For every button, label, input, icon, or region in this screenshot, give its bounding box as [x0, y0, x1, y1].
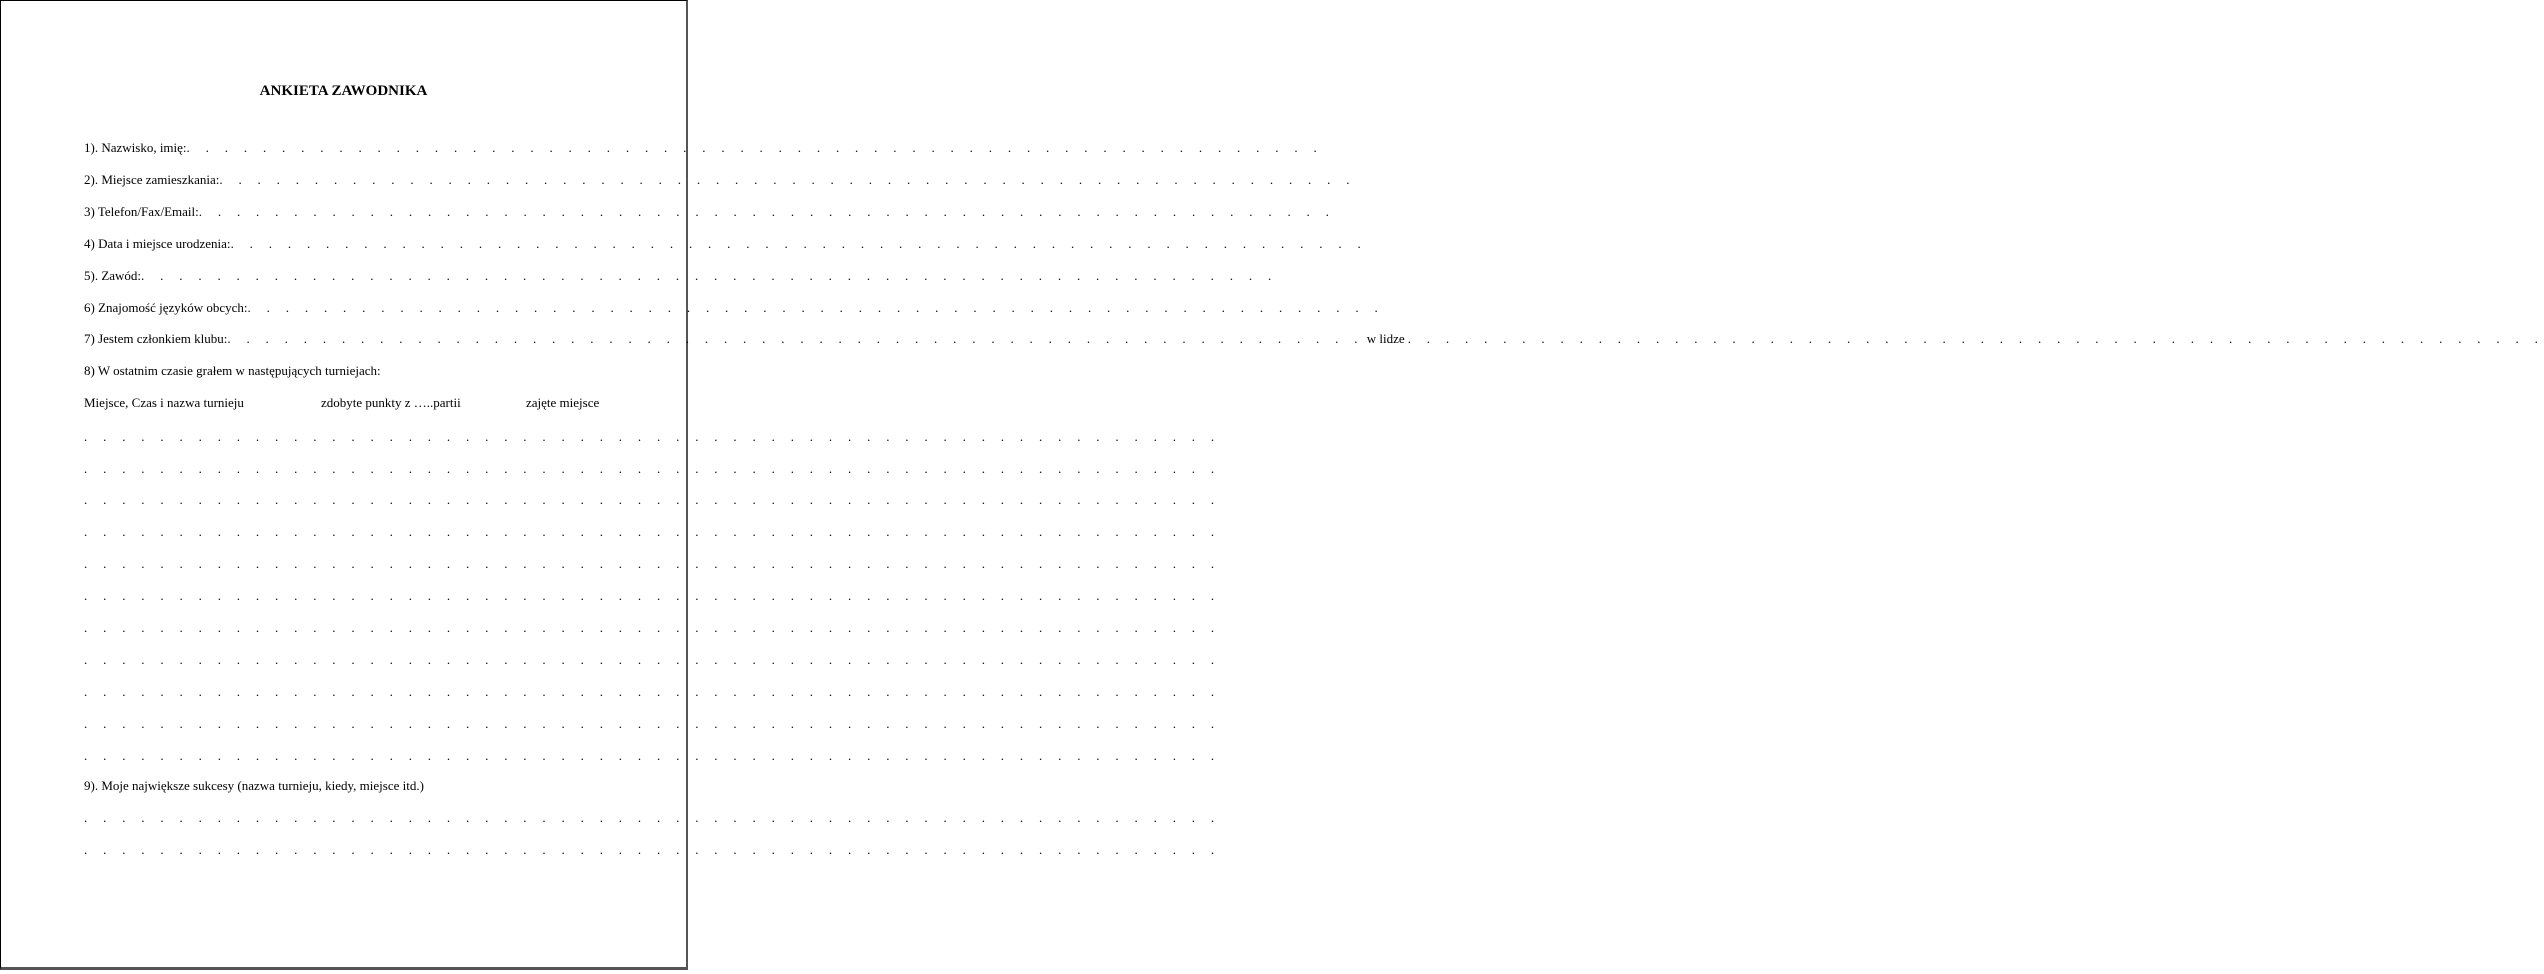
field-languages-blank[interactable]: . . . . . . . . . . . . . . . . . . . . . . . . . . . . . . . . . . . . . . . . . . . . . . . . . . . . . . . . . . . .: [247, 300, 1384, 315]
successes-row-blank[interactable]: . . . . . . . . . . . . . . . . . . . . . . . . . . . . . . . . . . . . . . . . . . . . . . . . . . . . . . . . . . . .: [84, 810, 1221, 825]
field-residence[interactable]: [84, 171, 1356, 189]
tournaments-col-place-time-name: Miejsce, Czas i nazwa turnieju: [84, 395, 244, 410]
tournaments-col-rank: zajęte miejsce: [526, 395, 600, 410]
tournament-row-blank[interactable]: . . . . . . . . . . . . . . . . . . . . . . . . . . . . . . . . . . . . . . . . . . . . . . . . . . . . . . . . . . . .: [84, 524, 1221, 539]
field-tournaments-label: 8) W ostatnim czasie grałem w następujących turniejach:: [84, 363, 381, 378]
field-profession[interactable]: [84, 267, 1278, 285]
tournament-row-blank[interactable]: . . . . . . . . . . . . . . . . . . . . . . . . . . . . . . . . . . . . . . . . . . . . . . . . . . . . . . . . . . . .: [84, 716, 1221, 731]
tournament-row[interactable]: [84, 747, 1221, 765]
tournaments-table-header: [84, 394, 606, 412]
field-name-blank[interactable]: . . . . . . . . . . . . . . . . . . . . . . . . . . . . . . . . . . . . . . . . . . . . . . . . . . . . . . . . . . . .: [186, 140, 1323, 155]
successes-row[interactable]: [84, 809, 1221, 827]
field-contact-label: 3) Telefon/Fax/Email:: [84, 204, 199, 219]
tournaments-col-points: zdobyte punkty z …..partii: [321, 395, 461, 410]
tournament-row-blank[interactable]: . . . . . . . . . . . . . . . . . . . . . . . . . . . . . . . . . . . . . . . . . . . . . . . . . . . . . . . . . . . .: [84, 461, 1221, 476]
field-contact[interactable]: [84, 203, 1336, 221]
field-name-label: 1). Nazwisko, imię:: [84, 140, 187, 155]
field-successes: [84, 777, 606, 795]
tournament-row[interactable]: [84, 715, 1221, 733]
successes-row[interactable]: [84, 841, 1221, 859]
tournament-row[interactable]: [84, 460, 1221, 478]
field-birth-blank[interactable]: . . . . . . . . . . . . . . . . . . . . . . . . . . . . . . . . . . . . . . . . . . . . . . . . . . . . . . . . . . . .: [230, 236, 1368, 251]
form-title: ANKIETA ZAWODNIKA: [259, 83, 428, 99]
tournament-row[interactable]: [84, 683, 1221, 701]
field-birth-label: 4) Data i miejsce urodzenia:: [84, 236, 231, 251]
field-residence-blank[interactable]: . . . . . . . . . . . . . . . . . . . . . . . . . . . . . . . . . . . . . . . . . . . . . . . . . . . . . . . . . . . .: [219, 172, 1356, 187]
field-contact-blank[interactable]: . . . . . . . . . . . . . . . . . . . . . . . . . . . . . . . . . . . . . . . . . . . . . . . . . . . . . . . . . . . .: [198, 204, 1336, 219]
field-tournaments: [84, 362, 606, 380]
tournament-row[interactable]: [84, 619, 1221, 637]
tournament-row-blank[interactable]: . . . . . . . . . . . . . . . . . . . . . . . . . . . . . . . . . . . . . . . . . . . . . . . . . . . . . . . . . . . .: [84, 588, 1221, 603]
tournament-row[interactable]: [84, 523, 1221, 541]
tournament-row[interactable]: [84, 428, 1221, 446]
tournament-row[interactable]: [84, 651, 1221, 669]
field-club[interactable]: [84, 330, 2544, 348]
tournament-row[interactable]: [84, 491, 1221, 509]
field-languages-label: 6) Znajomość języków obcych:: [84, 300, 248, 315]
field-successes-label: 9). Moje największe sukcesy (nazwa turnieju, kiedy, miejsce itd.): [84, 778, 424, 793]
field-name[interactable]: [84, 139, 1323, 157]
tournament-row[interactable]: [84, 555, 1221, 573]
tournament-row-blank[interactable]: . . . . . . . . . . . . . . . . . . . . . . . . . . . . . . . . . . . . . . . . . . . . . . . . . . . . . . . . . . . .: [84, 748, 1221, 763]
tournament-row[interactable]: [84, 587, 1221, 605]
field-league-blank[interactable]: . . . . . . . . . . . . . . . . . . . . . . . . . . . . . . . . . . . . . . . . . . . . . . . . . . . . . . . . . . . .: [1407, 331, 2544, 346]
tournament-row-blank[interactable]: . . . . . . . . . . . . . . . . . . . . . . . . . . . . . . . . . . . . . . . . . . . . . . . . . . . . . . . . . . . .: [84, 429, 1221, 444]
field-birth[interactable]: [84, 235, 1368, 253]
tournament-row-blank[interactable]: . . . . . . . . . . . . . . . . . . . . . . . . . . . . . . . . . . . . . . . . . . . . . . . . . . . . . . . . . . . .: [84, 652, 1221, 667]
field-profession-label: 5). Zawód:: [84, 268, 142, 283]
field-profession-blank[interactable]: . . . . . . . . . . . . . . . . . . . . . . . . . . . . . . . . . . . . . . . . . . . . . . . . . . . . . . . . . . . .: [141, 268, 1278, 283]
field-club-label: 7) Jestem członkiem klubu:: [84, 331, 228, 346]
field-league-label: w lidze: [1366, 331, 1405, 346]
field-club-blank[interactable]: . . . . . . . . . . . . . . . . . . . . . . . . . . . . . . . . . . . . . . . . . . . . . . . . . . . . . . . . . . . .: [227, 331, 1364, 346]
tournament-row-blank[interactable]: . . . . . . . . . . . . . . . . . . . . . . . . . . . . . . . . . . . . . . . . . . . . . . . . . . . . . . . . . . . .: [84, 684, 1221, 699]
tournament-row-blank[interactable]: . . . . . . . . . . . . . . . . . . . . . . . . . . . . . . . . . . . . . . . . . . . . . . . . . . . . . . . . . . . .: [84, 620, 1221, 635]
field-residence-label: 2). Miejsce zamieszkania:: [84, 172, 220, 187]
tournament-row-blank[interactable]: . . . . . . . . . . . . . . . . . . . . . . . . . . . . . . . . . . . . . . . . . . . . . . . . . . . . . . . . . . . .: [84, 556, 1221, 571]
field-languages[interactable]: [84, 299, 1384, 317]
successes-row-blank[interactable]: . . . . . . . . . . . . . . . . . . . . . . . . . . . . . . . . . . . . . . . . . . . . . . . . . . . . . . . . . . . .: [84, 842, 1221, 857]
tournament-row-blank[interactable]: . . . . . . . . . . . . . . . . . . . . . . . . . . . . . . . . . . . . . . . . . . . . . . . . . . . . . . . . . . . .: [84, 492, 1221, 507]
